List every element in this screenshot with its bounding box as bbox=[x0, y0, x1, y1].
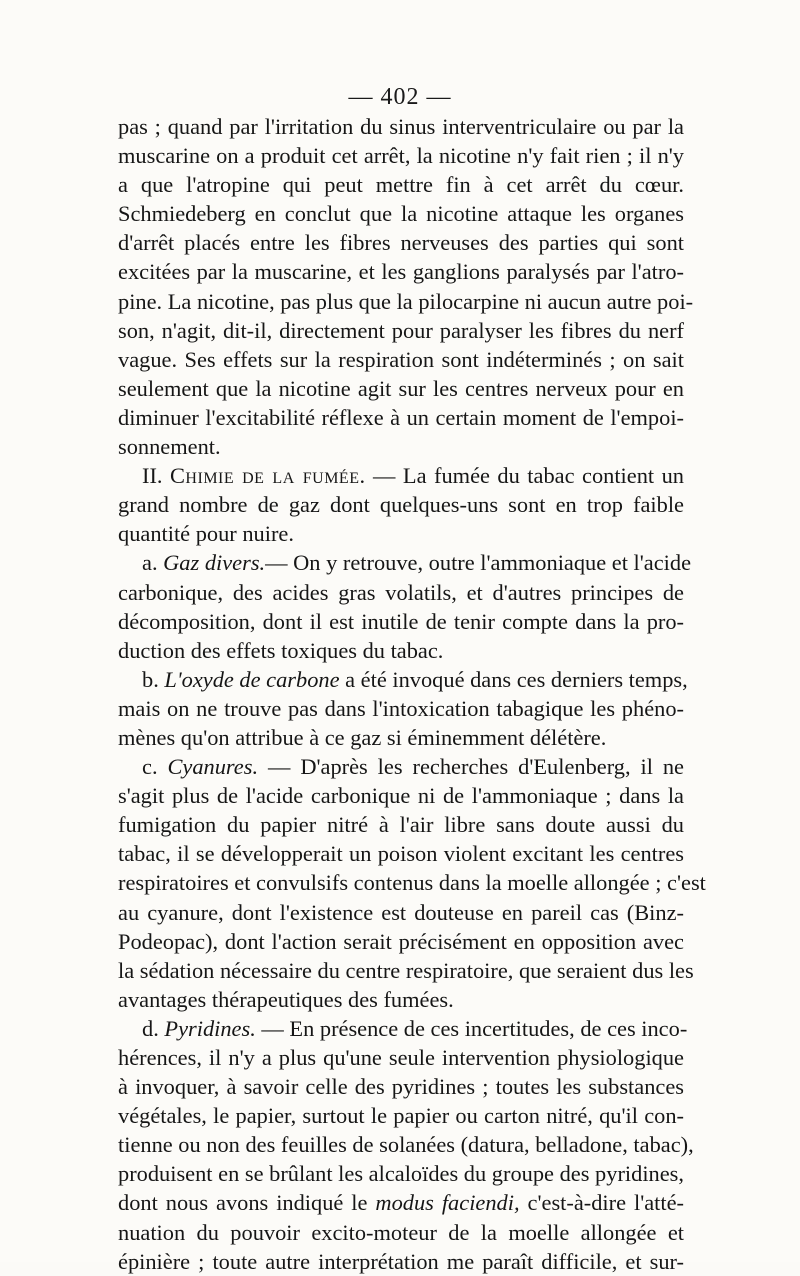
text-line bbox=[118, 432, 684, 461]
text-segment: carbonique, des acides gras volatils, et d'autres principes de bbox=[118, 579, 684, 605]
text-line bbox=[118, 257, 684, 286]
text-line bbox=[118, 228, 684, 257]
body-text bbox=[118, 112, 706, 1276]
text-line bbox=[118, 519, 684, 548]
text-segment: fumigation du papier nitré à l'air libre sans doute aussi du bbox=[118, 812, 684, 838]
text-segment: mènes qu'on attribue à ce gaz si éminemment délétère. bbox=[118, 724, 607, 750]
text-line bbox=[118, 199, 684, 228]
text-line bbox=[118, 956, 694, 985]
text-segment: c. bbox=[142, 754, 168, 780]
text-segment: pas ; quand par l'irritation du sinus interventriculaire ou par la bbox=[118, 114, 684, 139]
text-line bbox=[118, 170, 684, 199]
text-segment: c'est-à-dire l'atté- bbox=[519, 1190, 685, 1216]
text-line bbox=[118, 287, 694, 316]
text-segment: a. bbox=[142, 550, 164, 576]
text-line bbox=[118, 316, 684, 345]
text-segment: duction des effets toxiques du tabac. bbox=[118, 637, 444, 663]
text-line bbox=[118, 898, 684, 927]
text-segment: Chimie de la fumée. bbox=[170, 463, 366, 489]
text-segment: son, n'agit, dit-il, directement pour paralyser les fibres du nerf bbox=[118, 317, 684, 343]
text-segment: Pyridines. bbox=[164, 1015, 256, 1041]
text-segment: décomposition, dont il est inutile de tenir compte dans la pro- bbox=[118, 608, 684, 634]
text-segment: à invoquer, à savoir celle des pyridines ; toutes les substances bbox=[118, 1074, 684, 1100]
text-segment: végétales, le papier, surtout le papier ou carton nitré, qu'il con- bbox=[118, 1103, 684, 1129]
text-segment: — On y retrouve, outre l'ammoniaque et l'acide bbox=[265, 550, 692, 576]
text-line bbox=[118, 636, 684, 665]
text-line bbox=[118, 781, 684, 810]
text-line bbox=[118, 345, 684, 374]
text-line bbox=[118, 694, 684, 723]
text-segment: Schmiedeberg en conclut que la nicotine attaque les organes bbox=[118, 201, 684, 227]
text-line bbox=[118, 141, 684, 170]
text-segment: la sédation nécessaire du centre respiratoire, que seraient dus les bbox=[118, 957, 694, 983]
text-line bbox=[118, 374, 684, 403]
text-line bbox=[118, 723, 684, 752]
text-segment: quantité pour nuire. bbox=[118, 521, 294, 547]
text-line bbox=[118, 927, 684, 956]
text-line bbox=[118, 548, 692, 577]
text-segment: Gaz divers. bbox=[163, 550, 266, 576]
text-segment: dont nous avons indiqué le bbox=[118, 1190, 376, 1216]
text-segment: sonnement. bbox=[118, 434, 221, 460]
text-line bbox=[118, 1014, 688, 1043]
text-line bbox=[118, 985, 684, 1014]
text-segment: pine. La nicotine, pas plus que la pilocarpine ni aucun autre poi- bbox=[118, 288, 694, 314]
text-line bbox=[118, 1130, 694, 1159]
text-segment: — D'après les recherches d'Eulenberg, il ne bbox=[258, 754, 684, 780]
text-line bbox=[118, 112, 684, 141]
text-line bbox=[118, 1159, 684, 1188]
text-segment: L'oxyde de carbone bbox=[164, 666, 340, 692]
text-segment: — La fumée du tabac contient un bbox=[365, 463, 684, 489]
text-line bbox=[118, 868, 706, 897]
text-line bbox=[118, 490, 684, 519]
text-line bbox=[118, 1101, 684, 1130]
text-segment: b. bbox=[142, 666, 165, 692]
text-segment: diminuer l'excitabilité réflexe à un certain moment de l'empoi- bbox=[118, 404, 684, 430]
text-segment: hérences, il n'y a plus qu'une seule intervention physiologique bbox=[118, 1045, 684, 1070]
text-segment: vague. Ses effets sur la respiration sont indéterminés ; on sait bbox=[118, 346, 684, 372]
text-segment: excitées par la muscarine, et les ganglions paralysés par l'atro- bbox=[118, 259, 684, 285]
text-line bbox=[118, 752, 684, 781]
text-segment: respiratoires et convulsifs contenus dans la moelle allongée ; c'est bbox=[118, 870, 706, 896]
text-segment: modus faciendi, bbox=[375, 1190, 520, 1216]
text-line bbox=[118, 839, 684, 868]
text-segment: — En présence de ces incertitudes, de ces inco- bbox=[255, 1015, 688, 1041]
text-line bbox=[118, 578, 684, 607]
text-line bbox=[118, 665, 688, 694]
text-line bbox=[118, 1247, 684, 1276]
text-segment: seulement que la nicotine agit sur les centres nerveux pour en bbox=[118, 375, 684, 401]
text-line bbox=[118, 403, 684, 432]
text-segment: au cyanure, dont l'existence est douteuse en pareil cas (Binz- bbox=[118, 899, 684, 925]
text-segment: a été invoqué dans ces derniers temps, bbox=[339, 666, 688, 692]
text-segment: d'arrêt placés entre les fibres nerveuses des parties qui sont bbox=[118, 230, 684, 256]
text-segment: produisent en se brûlant les alcaloïdes du groupe des pyridines, bbox=[118, 1161, 684, 1187]
text-line bbox=[118, 1218, 684, 1247]
text-segment: muscarine on a produit cet arrêt, la nicotine n'y fait rien ; il n'y bbox=[118, 143, 684, 169]
text-segment: grand nombre de gaz dont quelques-uns sont en trop faible bbox=[118, 492, 684, 518]
text-segment: avantages thérapeutiques des fumées. bbox=[118, 986, 454, 1012]
text-line bbox=[118, 461, 684, 490]
text-line bbox=[118, 810, 684, 839]
text-segment: s'agit plus de l'acide carbonique ni de l'ammoniaque ; dans la bbox=[118, 783, 684, 809]
text-segment: mais on ne trouve pas dans l'intoxication tabagique les phéno- bbox=[118, 695, 684, 721]
page-number: — 402 — bbox=[348, 84, 452, 110]
text-segment: épinière ; toute autre interprétation me paraît difficile, et sur- bbox=[118, 1248, 684, 1274]
text-segment: tabac, il se développerait un poison violent excitant les centres bbox=[118, 841, 684, 867]
text-segment: Podeopac), dont l'action serait précisément en opposition avec bbox=[118, 928, 684, 954]
text-segment: a que l'atropine qui peut mettre fin à cet arrêt du cœur. bbox=[118, 172, 684, 198]
text-segment: Cyanures. bbox=[167, 754, 259, 780]
text-line bbox=[118, 1043, 684, 1072]
text-segment: II. bbox=[142, 463, 170, 489]
text-segment: nuation du pouvoir excito-moteur de la moelle allongée et bbox=[118, 1219, 684, 1245]
text-line bbox=[118, 1072, 684, 1101]
text-line bbox=[118, 607, 684, 636]
text-segment: tienne ou non des feuilles de solanées (datura, belladone, tabac), bbox=[118, 1132, 694, 1158]
text-line bbox=[118, 1188, 684, 1217]
text-segment: d. bbox=[142, 1015, 165, 1041]
